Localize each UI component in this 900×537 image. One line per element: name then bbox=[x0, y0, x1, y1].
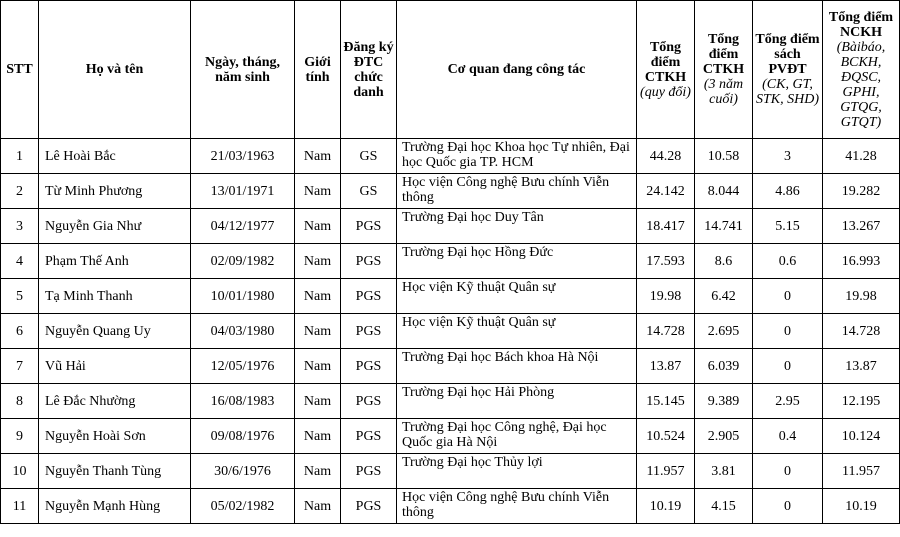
cell-title: PGS bbox=[341, 454, 397, 489]
header-stt: STT bbox=[1, 1, 39, 139]
cell-name: Từ Minh Phương bbox=[39, 174, 191, 209]
cell-ctkh: 19.98 bbox=[637, 279, 695, 314]
cell-stt: 7 bbox=[1, 349, 39, 384]
cell-pvdt: 3 bbox=[753, 139, 823, 174]
table-row bbox=[1, 279, 900, 314]
cell-ctkh3: 8.6 bbox=[695, 244, 753, 279]
cell-nckh: 13.267 bbox=[823, 209, 900, 244]
cell-nckh: 13.87 bbox=[823, 349, 900, 384]
cell-gender: Nam bbox=[295, 244, 341, 279]
cell-gender: Nam bbox=[295, 139, 341, 174]
cell-name: Phạm Thế Anh bbox=[39, 244, 191, 279]
cell-stt: 10 bbox=[1, 454, 39, 489]
cell-dob: 04/12/1977 bbox=[191, 209, 295, 244]
cell-gender: Nam bbox=[295, 314, 341, 349]
cell-nckh: 10.124 bbox=[823, 419, 900, 454]
cell-gender: Nam bbox=[295, 419, 341, 454]
cell-ctkh: 18.417 bbox=[637, 209, 695, 244]
header-dob: Ngày, tháng, năm sinh bbox=[191, 1, 295, 139]
cell-name: Nguyễn Gia Như bbox=[39, 209, 191, 244]
cell-ctkh3: 4.15 bbox=[695, 489, 753, 524]
cell-dob: 04/03/1980 bbox=[191, 314, 295, 349]
table-row bbox=[1, 349, 900, 384]
cell-ctkh3: 14.741 bbox=[695, 209, 753, 244]
header-nckh bbox=[823, 1, 900, 139]
cell-pvdt: 2.95 bbox=[753, 384, 823, 419]
cell-name: Nguyễn Quang Uy bbox=[39, 314, 191, 349]
cell-dob: 10/01/1980 bbox=[191, 279, 295, 314]
cell-nckh: 11.957 bbox=[823, 454, 900, 489]
cell-nckh: 14.728 bbox=[823, 314, 900, 349]
cell-gender: Nam bbox=[295, 279, 341, 314]
cell-pvdt: 0 bbox=[753, 349, 823, 384]
cell-gender: Nam bbox=[295, 349, 341, 384]
header-nckh-main: Tổng điểm NCKH bbox=[828, 9, 894, 40]
cell-nckh: 10.19 bbox=[823, 489, 900, 524]
cell-stt: 8 bbox=[1, 384, 39, 419]
cell-dob: 02/09/1982 bbox=[191, 244, 295, 279]
cell-pvdt: 0 bbox=[753, 489, 823, 524]
cell-ctkh3: 6.42 bbox=[695, 279, 753, 314]
cell-nckh: 19.282 bbox=[823, 174, 900, 209]
cell-org: Học viện Công nghệ Bưu chính Viễn thông bbox=[397, 489, 637, 524]
cell-nckh: 12.195 bbox=[823, 384, 900, 419]
cell-pvdt: 0 bbox=[753, 454, 823, 489]
cell-ctkh3: 8.044 bbox=[695, 174, 753, 209]
cell-pvdt: 5.15 bbox=[753, 209, 823, 244]
cell-name: Nguyễn Hoài Sơn bbox=[39, 419, 191, 454]
cell-dob: 13/01/1971 bbox=[191, 174, 295, 209]
cell-org: Trường Đại học Khoa học Tự nhiên, Đại học Quốc gia TP. HCM bbox=[397, 139, 637, 174]
cell-dob: 05/02/1982 bbox=[191, 489, 295, 524]
cell-name: Tạ Minh Thanh bbox=[39, 279, 191, 314]
cell-title: PGS bbox=[341, 209, 397, 244]
cell-stt: 6 bbox=[1, 314, 39, 349]
cell-dob: 09/08/1976 bbox=[191, 419, 295, 454]
cell-title: PGS bbox=[341, 279, 397, 314]
cell-ctkh3: 2.695 bbox=[695, 314, 753, 349]
cell-stt: 5 bbox=[1, 279, 39, 314]
cell-title: PGS bbox=[341, 384, 397, 419]
cell-stt: 4 bbox=[1, 244, 39, 279]
cell-ctkh: 44.28 bbox=[637, 139, 695, 174]
header-ctkh3 bbox=[695, 1, 753, 139]
cell-title: PGS bbox=[341, 314, 397, 349]
header-title: Đăng ký ĐTC chức danh bbox=[341, 1, 397, 139]
cell-org: Trường Đại học Công nghệ, Đại học Quốc gia Hà Nội bbox=[397, 419, 637, 454]
table-row bbox=[1, 419, 900, 454]
header-pvdt-main: Tổng điểm sách PVĐT bbox=[755, 32, 820, 77]
cell-gender: Nam bbox=[295, 174, 341, 209]
cell-ctkh: 24.142 bbox=[637, 174, 695, 209]
header-ctkh-sub: (quy đổi) bbox=[640, 84, 691, 100]
cell-pvdt: 0.6 bbox=[753, 244, 823, 279]
cell-stt: 11 bbox=[1, 489, 39, 524]
cell-ctkh: 10.19 bbox=[637, 489, 695, 524]
cell-ctkh: 10.524 bbox=[637, 419, 695, 454]
cell-name: Lê Đắc Nhường bbox=[39, 384, 191, 419]
cell-title: GS bbox=[341, 174, 397, 209]
cell-ctkh: 17.593 bbox=[637, 244, 695, 279]
cell-title: PGS bbox=[341, 419, 397, 454]
cell-name: Nguyễn Mạnh Hùng bbox=[39, 489, 191, 524]
cell-stt: 3 bbox=[1, 209, 39, 244]
cell-title: PGS bbox=[341, 244, 397, 279]
header-ctkh3-sub: (3 năm cuối) bbox=[703, 77, 744, 107]
header-pvdt-sub: (CK, GT, STK, SHD) bbox=[755, 77, 819, 107]
cell-dob: 12/05/1976 bbox=[191, 349, 295, 384]
cell-pvdt: 0 bbox=[753, 314, 823, 349]
cell-org: Trường Đại học Bách khoa Hà Nội bbox=[397, 349, 637, 384]
cell-stt: 9 bbox=[1, 419, 39, 454]
cell-nckh: 19.98 bbox=[823, 279, 900, 314]
cell-ctkh3: 6.039 bbox=[695, 349, 753, 384]
cell-stt: 1 bbox=[1, 139, 39, 174]
header-ctkh-main: Tổng điểm CTKH bbox=[644, 39, 687, 85]
cell-nckh: 41.28 bbox=[823, 139, 900, 174]
header-nckh-sub: (Bàibáo, BCKH, ĐQSC, GPHI, GTQG, GTQT) bbox=[836, 39, 886, 130]
table-row bbox=[1, 174, 900, 209]
cell-org: Trường Đại học Thủy lợi bbox=[397, 454, 637, 489]
cell-name: Vũ Hải bbox=[39, 349, 191, 384]
cell-ctkh3: 10.58 bbox=[695, 139, 753, 174]
cell-ctkh: 13.87 bbox=[637, 349, 695, 384]
cell-ctkh3: 9.389 bbox=[695, 384, 753, 419]
cell-dob: 21/03/1963 bbox=[191, 139, 295, 174]
cell-gender: Nam bbox=[295, 384, 341, 419]
cell-title: PGS bbox=[341, 489, 397, 524]
table-body bbox=[1, 139, 900, 524]
cell-title: PGS bbox=[341, 349, 397, 384]
table-header bbox=[1, 1, 900, 139]
cell-org: Học viện Kỹ thuật Quân sự bbox=[397, 314, 637, 349]
cell-nckh: 16.993 bbox=[823, 244, 900, 279]
table-row bbox=[1, 209, 900, 244]
cell-dob: 16/08/1983 bbox=[191, 384, 295, 419]
cell-pvdt: 0.4 bbox=[753, 419, 823, 454]
header-org: Cơ quan đang công tác bbox=[397, 1, 637, 139]
cell-title: GS bbox=[341, 139, 397, 174]
cell-org: Trường Đại học Duy Tân bbox=[397, 209, 637, 244]
cell-org: Trường Đại học Hải Phòng bbox=[397, 384, 637, 419]
cell-ctkh3: 3.81 bbox=[695, 454, 753, 489]
cell-ctkh: 15.145 bbox=[637, 384, 695, 419]
cell-org: Trường Đại học Hồng Đức bbox=[397, 244, 637, 279]
cell-org: Học viện Kỹ thuật Quân sự bbox=[397, 279, 637, 314]
header-gender: Giới tính bbox=[295, 1, 341, 139]
cell-ctkh: 14.728 bbox=[637, 314, 695, 349]
header-row bbox=[1, 1, 900, 139]
table-row bbox=[1, 314, 900, 349]
header-pvdt bbox=[753, 1, 823, 139]
table-row bbox=[1, 139, 900, 174]
cell-pvdt: 0 bbox=[753, 279, 823, 314]
cell-pvdt: 4.86 bbox=[753, 174, 823, 209]
cell-ctkh3: 2.905 bbox=[695, 419, 753, 454]
cell-name: Nguyễn Thanh Tùng bbox=[39, 454, 191, 489]
cell-gender: Nam bbox=[295, 454, 341, 489]
table-row bbox=[1, 384, 900, 419]
header-ctkh bbox=[637, 1, 695, 139]
table-row bbox=[1, 244, 900, 279]
cell-ctkh: 11.957 bbox=[637, 454, 695, 489]
header-name: Họ và tên bbox=[39, 1, 191, 139]
cell-org: Học viện Công nghệ Bưu chính Viễn thông bbox=[397, 174, 637, 209]
cell-name: Lê Hoài Bắc bbox=[39, 139, 191, 174]
table-row bbox=[1, 454, 900, 489]
header-ctkh3-main: Tổng điểm CTKH bbox=[702, 32, 745, 77]
cell-gender: Nam bbox=[295, 489, 341, 524]
cell-stt: 2 bbox=[1, 174, 39, 209]
cell-dob: 30/6/1976 bbox=[191, 454, 295, 489]
table-row bbox=[1, 489, 900, 524]
cell-gender: Nam bbox=[295, 209, 341, 244]
